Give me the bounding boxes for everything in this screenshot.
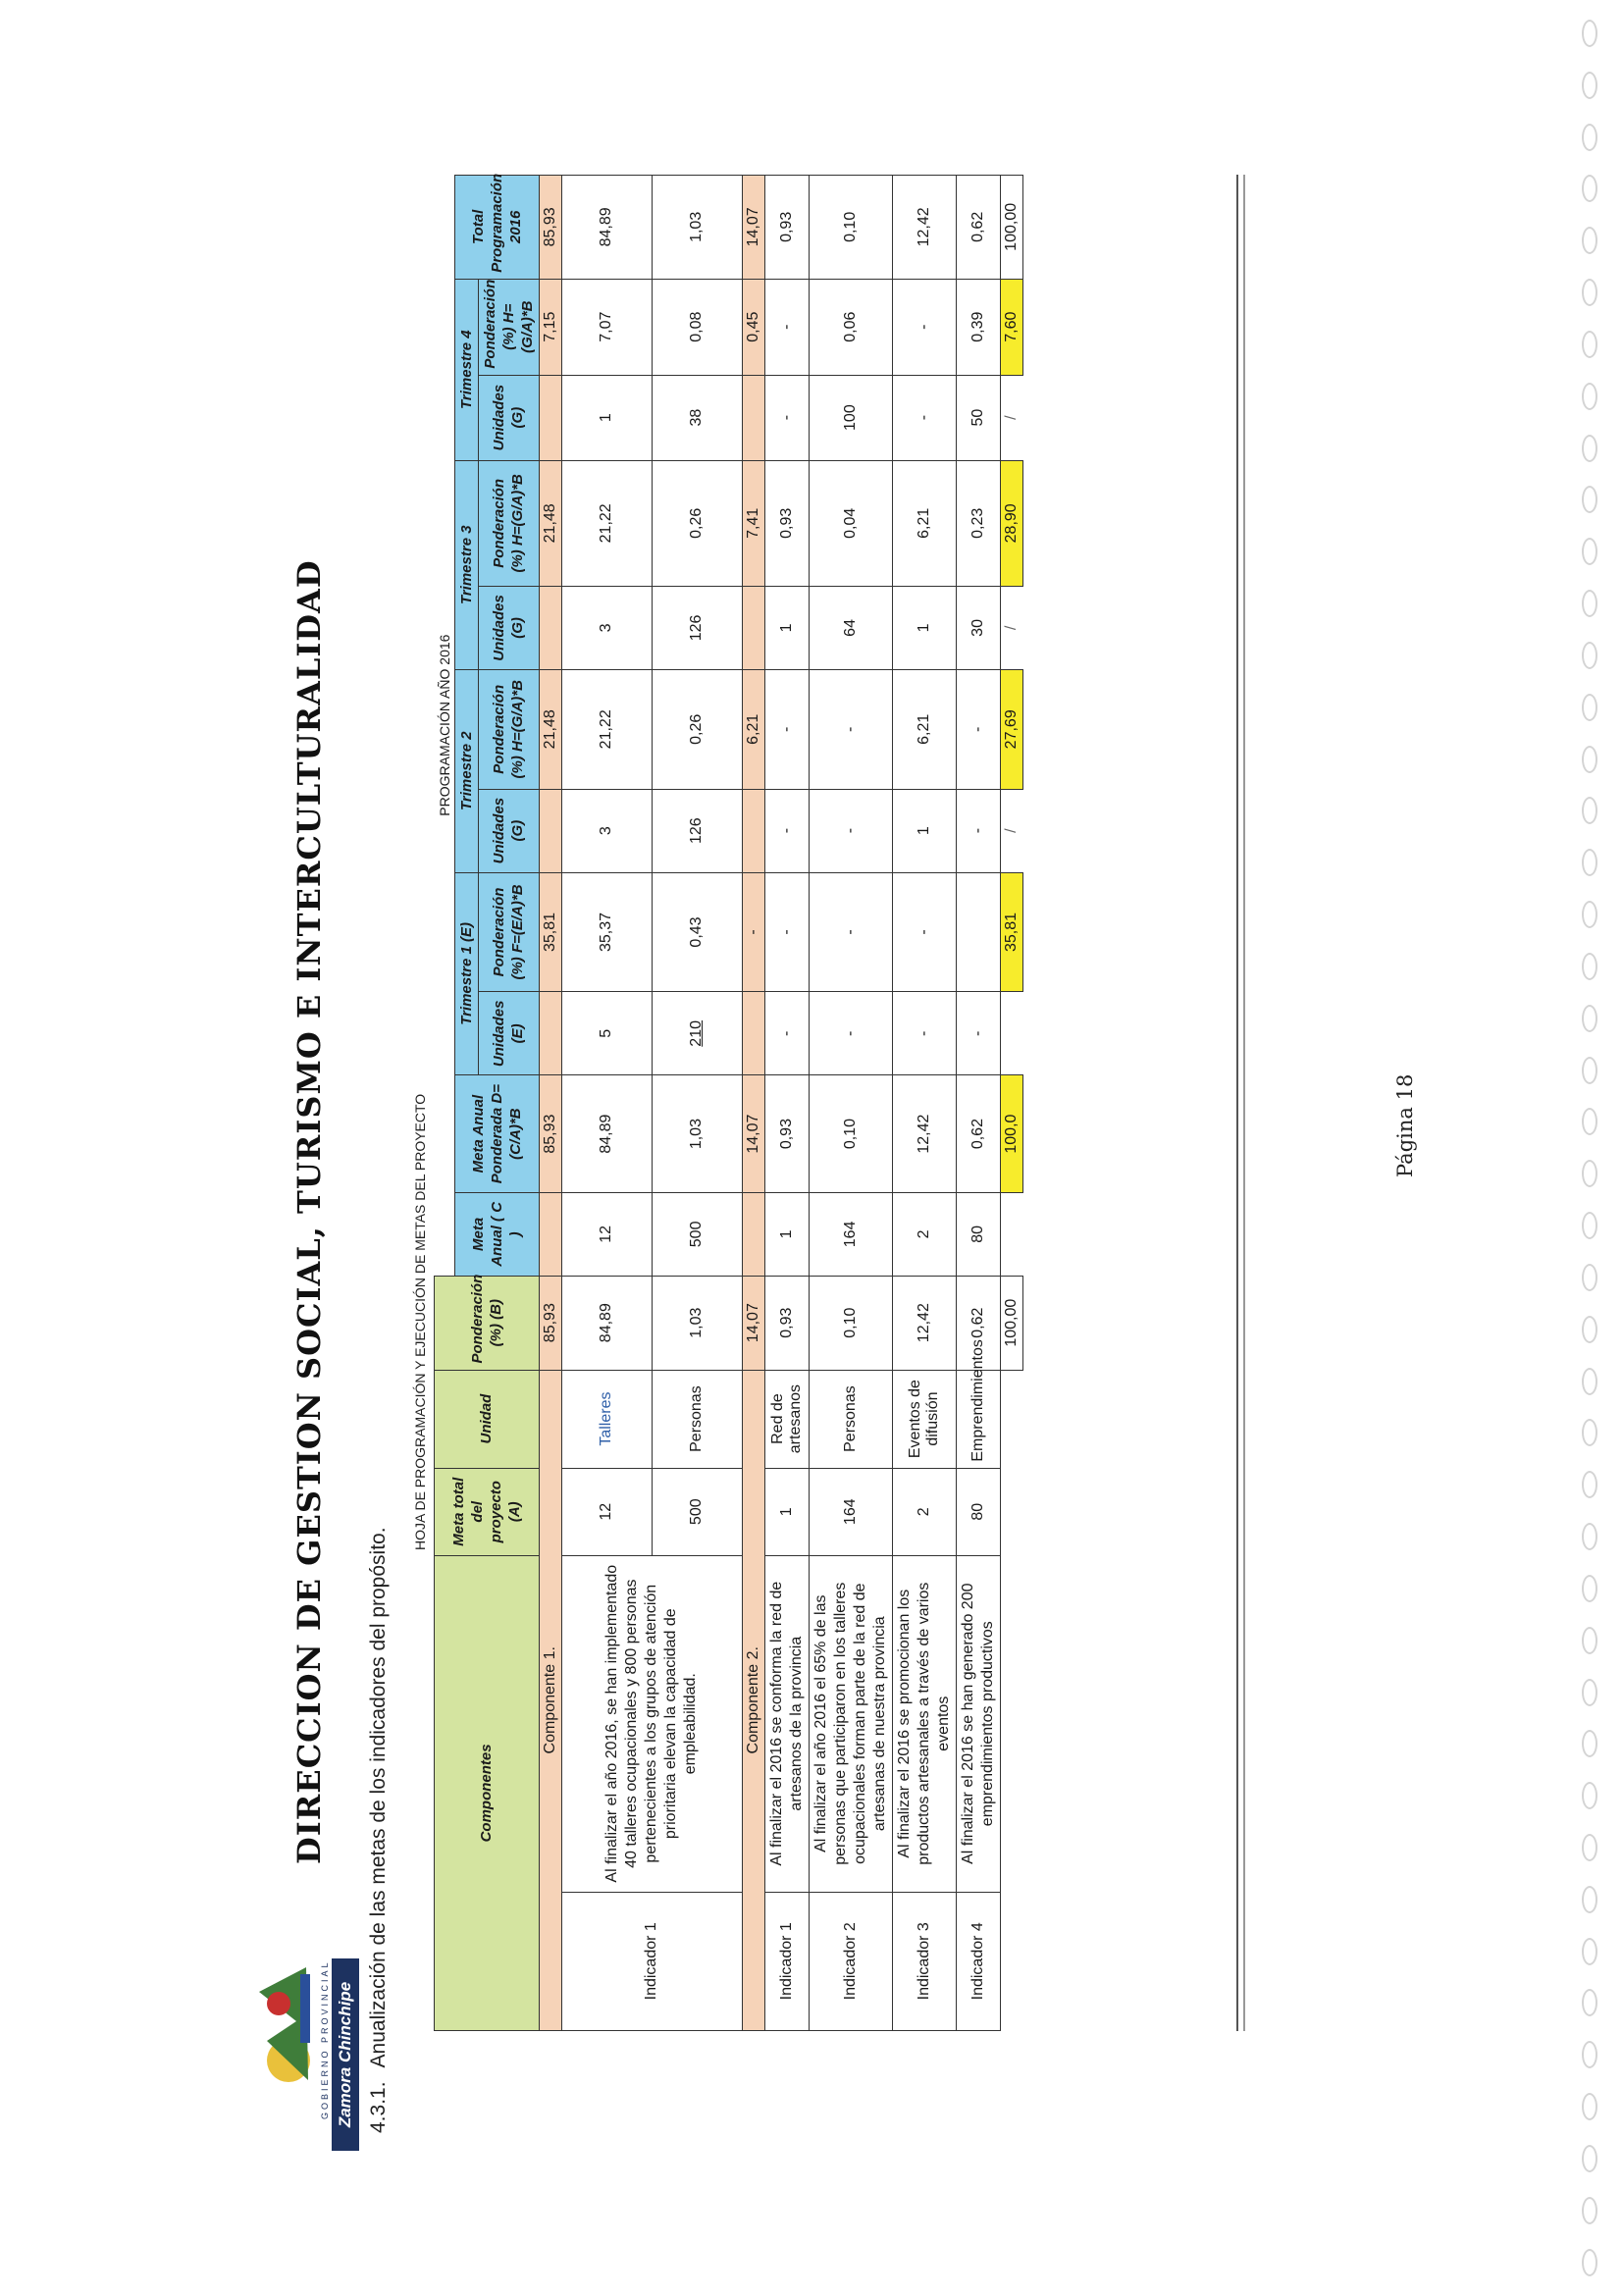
cell: 0,26 <box>652 669 742 789</box>
total-trimestre-2: 27,69 <box>1000 669 1022 789</box>
cell: 84,89 <box>561 1075 652 1193</box>
cell: 2 <box>892 1468 956 1555</box>
binder-hole <box>1582 1108 1597 1135</box>
cell: 80 <box>956 1468 1000 1555</box>
cell <box>539 1192 561 1276</box>
cell: 21,22 <box>561 669 652 789</box>
logo-caption: GOBIERNO PROVINCIAL <box>320 1959 330 2119</box>
col-componentes: Componentes <box>435 1555 540 2030</box>
cell: 1 <box>892 587 956 670</box>
cell: 7,15 <box>539 279 561 375</box>
totals-spacer <box>1000 1370 1022 2030</box>
cell: 1 <box>764 1468 809 1555</box>
cell: - <box>764 992 809 1075</box>
header-row-year <box>435 176 455 2031</box>
cell: 3 <box>561 789 652 872</box>
goals-table <box>434 175 1023 2031</box>
logo-name: Zamora Chinchipe <box>332 1958 359 2151</box>
cell: - <box>764 375 809 460</box>
table-row <box>956 176 1000 2031</box>
cell: 0,10 <box>809 176 892 280</box>
component-row <box>539 176 561 2031</box>
cell: 35,81 <box>539 872 561 992</box>
cell: 1,03 <box>652 1276 742 1370</box>
check-mark: / <box>1002 625 1020 631</box>
binder-hole <box>1582 1886 1597 1913</box>
binder-hole <box>1582 2041 1597 2068</box>
cell: Talleres <box>561 1370 652 1468</box>
cell <box>539 375 561 460</box>
cell: - <box>809 992 892 1075</box>
binder-hole <box>1582 1419 1597 1446</box>
cell <box>742 789 764 872</box>
total-trimestre-4: 7,60 <box>1000 279 1022 375</box>
program-year: PROGRAMACIÓN AÑO 2016 <box>436 634 452 816</box>
cell: - <box>956 992 1000 1075</box>
cell: 21,48 <box>539 669 561 789</box>
cell: - <box>764 872 809 992</box>
binder-hole <box>1582 694 1597 721</box>
cell: - <box>892 279 956 375</box>
binder-hole <box>1582 1575 1597 1602</box>
cell: 85,93 <box>539 1276 561 1370</box>
indicator-text: Al finalizar el 2016 se promocionan los productos artesanales a través de varios eventos <box>892 1555 956 1892</box>
cell: 126 <box>652 587 742 670</box>
component-row <box>742 176 764 2031</box>
cell: 38 <box>652 375 742 460</box>
table-row <box>561 176 652 2031</box>
col-t4-unidades: Unidades (G) <box>478 375 539 460</box>
binder-hole <box>1582 1471 1597 1498</box>
cell <box>742 1192 764 1276</box>
cell <box>539 789 561 872</box>
cell: 126 <box>652 789 742 872</box>
cell: 0,26 <box>652 460 742 586</box>
binder-hole <box>1582 331 1597 358</box>
totals-row <box>1000 176 1022 2031</box>
cell: 100 <box>809 375 892 460</box>
binder-hole <box>1582 1730 1597 1757</box>
cell: 7,41 <box>742 460 764 586</box>
cell: 0,10 <box>809 1276 892 1370</box>
binder-hole <box>1582 797 1597 824</box>
cell: 0,62 <box>956 1276 1000 1370</box>
cell: 0,93 <box>764 1276 809 1370</box>
binder-hole <box>1582 227 1597 254</box>
cell: 50 <box>956 375 1000 460</box>
cell: 12,42 <box>892 1276 956 1370</box>
col-t2-ponderacion: Ponderación (%) H=(G/A)*B <box>478 669 539 789</box>
cell: - <box>809 669 892 789</box>
page-title: DIRECCION DE GESTION SOCIAL, TURISMO E INTERCULTURALIDAD <box>290 559 328 1864</box>
binder-hole <box>1582 383 1597 410</box>
table-row <box>764 176 809 2031</box>
cell: 1 <box>561 375 652 460</box>
col-trimestre-3: Trimestre 3 <box>454 460 478 669</box>
indicator-label: Indicador 3 <box>892 1892 956 2030</box>
cell: - <box>742 872 764 992</box>
binder-hole <box>1582 746 1597 773</box>
cell: 21,48 <box>539 460 561 586</box>
cell: 0,39 <box>956 279 1000 375</box>
cell: 0,45 <box>742 279 764 375</box>
cell: 7,07 <box>561 279 652 375</box>
cell: 12,42 <box>892 176 956 280</box>
indicator-text: Al finalizar el año 2016 el 65% de las personas que participaron en los talleres ocupacionales forman parte de la red de artesanas de nuestra provincia <box>809 1555 892 1892</box>
component-label: Componente 1. <box>539 1370 561 2030</box>
binder-hole <box>1582 590 1597 617</box>
cell: 6,21 <box>742 669 764 789</box>
binder-hole <box>1582 1160 1597 1187</box>
binder-hole <box>1582 953 1597 980</box>
cell: Red de artesanos <box>764 1370 809 1468</box>
cell: 0,43 <box>652 872 742 992</box>
cell: 1,03 <box>652 1075 742 1193</box>
total-meta-anual-ponderada: 100,0 <box>1000 1075 1022 1193</box>
cell: 164 <box>809 1468 892 1555</box>
col-trimestre-1: Trimestre 1 (E) <box>454 872 478 1075</box>
binder-hole <box>1582 124 1597 151</box>
cell <box>742 375 764 460</box>
section-title: Anualización de las metas de los indicadores del propósito. <box>367 1527 390 2068</box>
cell: 64 <box>809 587 892 670</box>
col-t1-unidades: Unidades (E) <box>478 992 539 1075</box>
binder-hole <box>1582 901 1597 928</box>
check-mark: / <box>1002 415 1020 420</box>
col-t3-ponderacion: Ponderación (%) H=(G/A)*B <box>478 460 539 586</box>
col-unidad: Unidad <box>435 1370 540 1468</box>
cell: Personas <box>652 1370 742 1468</box>
cell: 0,93 <box>764 460 809 586</box>
section-number: 4.3.1. <box>367 2081 390 2133</box>
col-meta-total: Meta total del proyecto (A) <box>435 1468 540 1555</box>
binder-hole <box>1582 1316 1597 1343</box>
binder-hole <box>1582 1989 1597 2016</box>
binder-hole <box>1582 1523 1597 1550</box>
cell: 0,06 <box>809 279 892 375</box>
cell: 0,93 <box>764 176 809 280</box>
binder-hole <box>1582 849 1597 876</box>
binder-hole <box>1582 1834 1597 1861</box>
cell: 14,07 <box>742 1075 764 1193</box>
binder-hole <box>1582 20 1597 47</box>
logo-artwork <box>249 1953 322 2100</box>
cell <box>742 992 764 1075</box>
binder-holes <box>1570 20 1605 2276</box>
binder-hole <box>1582 435 1597 462</box>
col-trimestre-4: Trimestre 4 <box>454 279 478 460</box>
binder-hole <box>1582 1057 1597 1084</box>
col-t1-ponderacion: Ponderación (%) F=(E/A)*B <box>478 872 539 992</box>
cell: 30 <box>956 587 1000 670</box>
cell: 12 <box>561 1192 652 1276</box>
binder-hole <box>1582 486 1597 513</box>
cell: 3 <box>561 587 652 670</box>
cell <box>956 872 1000 992</box>
cell: 84,89 <box>561 1276 652 1370</box>
page-number: Página 18 <box>1393 1073 1417 1177</box>
binder-hole <box>1582 1368 1597 1395</box>
col-t3-unidades: Unidades (G) <box>478 587 539 670</box>
binder-hole <box>1582 1005 1597 1032</box>
col-t2-unidades: Unidades (G) <box>478 789 539 872</box>
cell: 14,07 <box>742 1276 764 1370</box>
totals-spacer <box>1000 992 1022 1075</box>
section-heading <box>367 1527 391 2133</box>
cell: - <box>956 669 1000 789</box>
indicator-label: Indicador 2 <box>809 1892 892 2030</box>
cell: 210 <box>652 992 742 1075</box>
cell: - <box>892 992 956 1075</box>
totals-spacer <box>1000 1192 1022 1276</box>
cell: - <box>764 279 809 375</box>
indicator-label: Indicador 4 <box>956 1892 1000 2030</box>
cell: 0,10 <box>809 1075 892 1193</box>
cell: 12 <box>561 1468 652 1555</box>
col-total: Total Programación 2016 <box>454 176 539 280</box>
cell: 0,62 <box>956 176 1000 280</box>
cell: 1 <box>764 587 809 670</box>
total-trimestre-3: 28,90 <box>1000 460 1022 586</box>
cell: 0,08 <box>652 279 742 375</box>
cell: - <box>809 789 892 872</box>
cell: Personas <box>809 1370 892 1468</box>
cell <box>742 587 764 670</box>
rotated-page <box>245 59 1550 2159</box>
cell: 500 <box>652 1468 742 1555</box>
col-meta-anual-ponderada: Meta Anual Ponderada D=(C/A)*B <box>454 1075 539 1193</box>
cell: - <box>809 872 892 992</box>
indicator-label: Indicador 1 <box>561 1892 742 2030</box>
binder-hole <box>1582 1679 1597 1706</box>
col-meta-anual: Meta Anual ( C ) <box>454 1192 539 1276</box>
cell: 84,89 <box>561 176 652 280</box>
cell: 500 <box>652 1192 742 1276</box>
col-trimestre-2: Trimestre 2 <box>454 669 478 872</box>
col-t4-ponderacion: Ponderación (%) H=(G/A)*B <box>478 279 539 375</box>
cell: 6,21 <box>892 669 956 789</box>
binder-hole <box>1582 2197 1597 2224</box>
grand-total: 100,00 <box>1000 176 1022 280</box>
binder-hole <box>1582 2249 1597 2276</box>
cell: 1,03 <box>652 176 742 280</box>
indicator-text: Al finalizar el 2016 se conforma la red de artesanos de la provincia <box>764 1555 809 1892</box>
total-ponderacion: 100,00 <box>1000 1276 1022 1370</box>
binder-hole <box>1582 538 1597 565</box>
cell: 85,93 <box>539 176 561 280</box>
binder-hole <box>1582 1212 1597 1239</box>
component-label: Componente 2. <box>742 1370 764 2030</box>
cell <box>539 587 561 670</box>
cell: - <box>892 375 956 460</box>
cell: 164 <box>809 1192 892 1276</box>
cell: - <box>764 789 809 872</box>
indicator-text: Al finalizar el 2016 se han generado 200 emprendimientos productivos <box>956 1555 1000 1892</box>
cell: - <box>764 669 809 789</box>
cell: 1 <box>764 1192 809 1276</box>
cell: Eventos de difusión <box>892 1370 956 1468</box>
cell: 12,42 <box>892 1075 956 1193</box>
total-trimestre-1: 35,81 <box>1000 872 1022 992</box>
binder-hole <box>1582 2145 1597 2172</box>
cell: - <box>956 789 1000 872</box>
binder-hole <box>1582 1938 1597 1965</box>
binder-hole <box>1582 72 1597 99</box>
cell: 0,93 <box>764 1075 809 1193</box>
indicator-text: Al finalizar el año 2016, se han implementado 40 talleres ocupacionales y 800 personas pertenecientes a los grupos de atención prioritaria elevan la capacidad de empleabilidad. <box>561 1555 742 1892</box>
cell: 0,04 <box>809 460 892 586</box>
cell: 14,07 <box>742 176 764 280</box>
cell: 2 <box>892 1192 956 1276</box>
binder-hole <box>1582 175 1597 202</box>
binder-hole <box>1582 1627 1597 1654</box>
cell: 80 <box>956 1192 1000 1276</box>
cell: 5 <box>561 992 652 1075</box>
cell: 0,62 <box>956 1075 1000 1193</box>
check-mark: / <box>1002 828 1020 833</box>
cell: 85,93 <box>539 1075 561 1193</box>
table-row <box>809 176 892 2031</box>
cell: - <box>892 872 956 992</box>
cell: Emprendimientos <box>956 1370 1000 1468</box>
binder-hole <box>1582 2093 1597 2120</box>
binder-hole <box>1582 642 1597 669</box>
cell: 21,22 <box>561 460 652 586</box>
cell: 6,21 <box>892 460 956 586</box>
binder-hole <box>1582 279 1597 306</box>
cell: 35,37 <box>561 872 652 992</box>
provincial-logo <box>245 1894 359 2159</box>
sheet-title: HOJA DE PROGRAMACIÓN Y EJECUCIÓN DE METAS DEL PROYECTO <box>412 1093 428 1550</box>
footer-rule <box>1236 175 1245 2031</box>
col-ponderacion: Ponderación (%) (B) <box>435 1276 540 1370</box>
binder-hole <box>1582 1264 1597 1291</box>
table-row <box>892 176 956 2031</box>
cell: 0,23 <box>956 460 1000 586</box>
indicator-label: Indicador 1 <box>764 1892 809 2030</box>
cell <box>539 992 561 1075</box>
cell: 1 <box>892 789 956 872</box>
binder-hole <box>1582 1782 1597 1809</box>
